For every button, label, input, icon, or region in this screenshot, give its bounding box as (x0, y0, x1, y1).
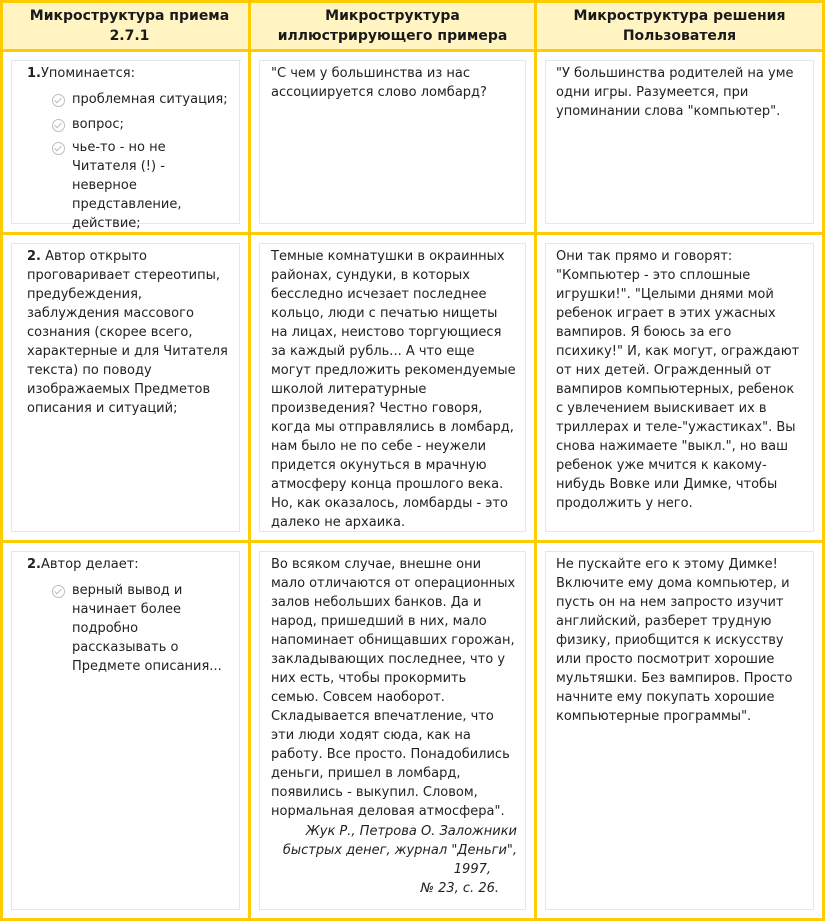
header-col3-line2: Пользователя (622, 28, 737, 44)
row3-col1-heading (27, 555, 139, 574)
row1-col3 (537, 52, 822, 232)
text-line: ассоциируется слово ломбард? (271, 85, 487, 100)
row2-col2 (251, 235, 534, 540)
text-line: одни игры. Разумеется, при (556, 85, 749, 100)
text-line: мультяшки. Без вампиров. Просто (556, 671, 793, 686)
text-line: произведения? Честно говоря, (271, 401, 483, 416)
text-line (27, 247, 228, 266)
text-line: залов небольших банков. Да и (271, 595, 482, 610)
text-line: или просто посмотрит хорошие (556, 652, 775, 667)
text-line: снова нажимаете "выкл.", но ваш (556, 439, 789, 454)
text-line: английский, разберет трудную (556, 614, 772, 629)
text-line: изображаемых Предметов (27, 382, 211, 397)
text-line: вампиров компьютерных, ребенок (556, 382, 795, 397)
row1-item-1: проблемная ситуация; (72, 92, 228, 107)
text-line: Складывается впечатление, что (271, 709, 494, 724)
row1-item-2: вопрос; (72, 117, 124, 132)
text-line: рассказывать о (72, 640, 179, 655)
header-col2 (251, 3, 534, 49)
check-circle-icon (52, 119, 65, 132)
row1-col3-text (556, 64, 794, 121)
text-line: закладывающих последнее, что у (271, 652, 506, 667)
row1-col2 (251, 52, 534, 232)
text-line: компьютерные программы". (556, 709, 752, 724)
header-col2-line2: иллюстрирующего примера (277, 28, 508, 44)
row1-title: Упоминается: (40, 66, 135, 81)
row3-col1 (3, 543, 248, 918)
text-line: них есть, чтобы прокормить (271, 671, 467, 686)
header-col1 (3, 3, 248, 49)
text-line: вампиров. Я боюсь за его (556, 325, 732, 340)
text-line: пусть он на нем запросто изучит (556, 595, 784, 610)
text-line: семью. Совсем наоборот. (271, 690, 445, 705)
text-line: продолжить у него. (556, 496, 693, 511)
text-line: Не пускайте его к этому Димке! (556, 557, 778, 572)
text-line: верный вывод и (72, 583, 183, 598)
text-line: на лицах, неистово торгующиеся (271, 325, 502, 340)
text-line: ребенок играет в этих ужасных (556, 306, 776, 321)
citation-line: быстрых денег, журнал "Деньги", (282, 843, 517, 858)
text-line: Автор открыто (45, 249, 148, 264)
text-line: Во всяком случае, внешне они (271, 557, 482, 572)
text-line: предубеждения, (27, 287, 143, 302)
text-line: кольцо, люди с печатью нищеты (271, 306, 498, 321)
citation (283, 822, 517, 898)
text-line: бесследно исчезает последнее (271, 287, 487, 302)
row1-num: 1. (27, 66, 41, 81)
text-line: "Компьютер - это сплошные (556, 268, 751, 283)
text-line: нормальная деловая атмосфера". (271, 804, 505, 819)
row1-item-3-line: неверное (72, 178, 137, 193)
text-line: народ, пришедший в них, мало (271, 614, 487, 629)
text-line: "У большинства родителей на уме (556, 66, 794, 81)
text-line: нибудь Вовке или Димке, чтобы (556, 477, 778, 492)
header-col2-line1: Микроструктура (325, 8, 460, 24)
text-line: подробно (72, 621, 139, 636)
text-line: Они так прямо и говорят: (556, 249, 733, 264)
text-line: ребенок уже мчится к какому- (556, 458, 767, 473)
text-line: упоминании слова "компьютер". (556, 104, 781, 119)
row3-col2 (251, 543, 534, 918)
row1-item-3-line: действие; (72, 216, 141, 231)
text-line: Но, как оказалось, ломбарды - это (271, 496, 508, 511)
text-line: с увлечением выискивает их в (556, 401, 767, 416)
text-line: Включите ему дома компьютер, и (556, 576, 790, 591)
text-line: появились - выкупил. Словом, (271, 785, 478, 800)
row3-col3-text (556, 555, 792, 726)
row1-item-3 (72, 138, 181, 233)
row2-num: 2. (27, 249, 41, 264)
text-line: описания и ситуаций; (27, 401, 178, 416)
header-col3 (537, 3, 822, 49)
row1-item-3-line: представление, (72, 197, 182, 212)
header-col1-text: Микроструктура приема 2.7.1 (29, 8, 230, 44)
row1-item-3-line: Читателя (!) - (72, 159, 165, 174)
row3-col3 (537, 543, 822, 918)
text-line: деньги, пришел в ломбард, (271, 766, 461, 781)
row3-title: Автор делает: (40, 557, 139, 572)
row1-col1-heading (27, 64, 135, 83)
text-line: сознания (скорее всего, (27, 325, 193, 340)
check-circle-icon (52, 142, 65, 155)
text-line: физику, приобщится к искусству (556, 633, 784, 648)
header-col3-line1: Микроструктура решения (573, 8, 786, 24)
row1-item-3-line: чье-то - но не (72, 140, 166, 155)
text-line: работу. Все просто. Понадобились (271, 747, 510, 762)
text-line: за каждый рубль... А что еще (271, 344, 475, 359)
text-line: начинает более (72, 602, 182, 617)
text-line: характерные и для Читателя (27, 344, 228, 359)
text-line: далеко не архаика. (271, 515, 406, 530)
text-line: проговаривает стереотипы, (27, 268, 220, 283)
text-line: придется окунуться в мрачную (271, 458, 487, 473)
row2-col1 (3, 235, 248, 540)
check-circle-icon (52, 94, 65, 107)
text-line: районах, сундуки, в которых (271, 268, 470, 283)
text-line: атмосферу конца прошлого века. (271, 477, 504, 492)
text-line: нам было не по себе - неужели (271, 439, 487, 454)
row1-col2-text (271, 64, 487, 102)
text-line: эти люди ходят сюда, как на (271, 728, 471, 743)
text-line: школой литературные (271, 382, 427, 397)
text-line: мало отличаются от операционных (271, 576, 516, 591)
text-line: Предмете описания... (72, 659, 222, 674)
row3-num: 2. (27, 557, 41, 572)
row2-col1-text (27, 247, 228, 418)
text-line: психику!" И, как могут, ограждают (556, 344, 800, 359)
text-line: заблуждения массового (27, 306, 194, 321)
row3-col2-text (271, 555, 515, 821)
text-line: триллерах и теле-"ужастиках". Вы (556, 420, 796, 435)
text-line: начните ему покупать хорошие (556, 690, 775, 705)
row2-col2-text (271, 247, 516, 532)
row2-col3-text (556, 247, 799, 513)
check-circle-icon (52, 585, 65, 598)
text-line: напоминает обнищавших горожан, (271, 633, 515, 648)
citation-line: 1997, (453, 862, 491, 877)
text-line: от них детей. Огражденный от (556, 363, 772, 378)
text-line: "С чем у большинства из нас (271, 66, 471, 81)
citation-line: Жук Р., Петрова О. Заложники (305, 824, 517, 839)
row3-item-1 (72, 581, 222, 676)
text-line: когда мы отправлялись в ломбард, (271, 420, 514, 435)
text-line: Темные комнатушки в окраинных (271, 249, 505, 264)
citation-line: № 23, с. 26. (420, 881, 499, 896)
text-line: игрушки!". "Целыми днями мой (556, 287, 774, 302)
text-line: текста) по поводу (27, 363, 152, 378)
row2-col3 (537, 235, 822, 540)
row1-col1 (3, 52, 248, 232)
text-line: могут предложить рекомендуемые (271, 363, 516, 378)
